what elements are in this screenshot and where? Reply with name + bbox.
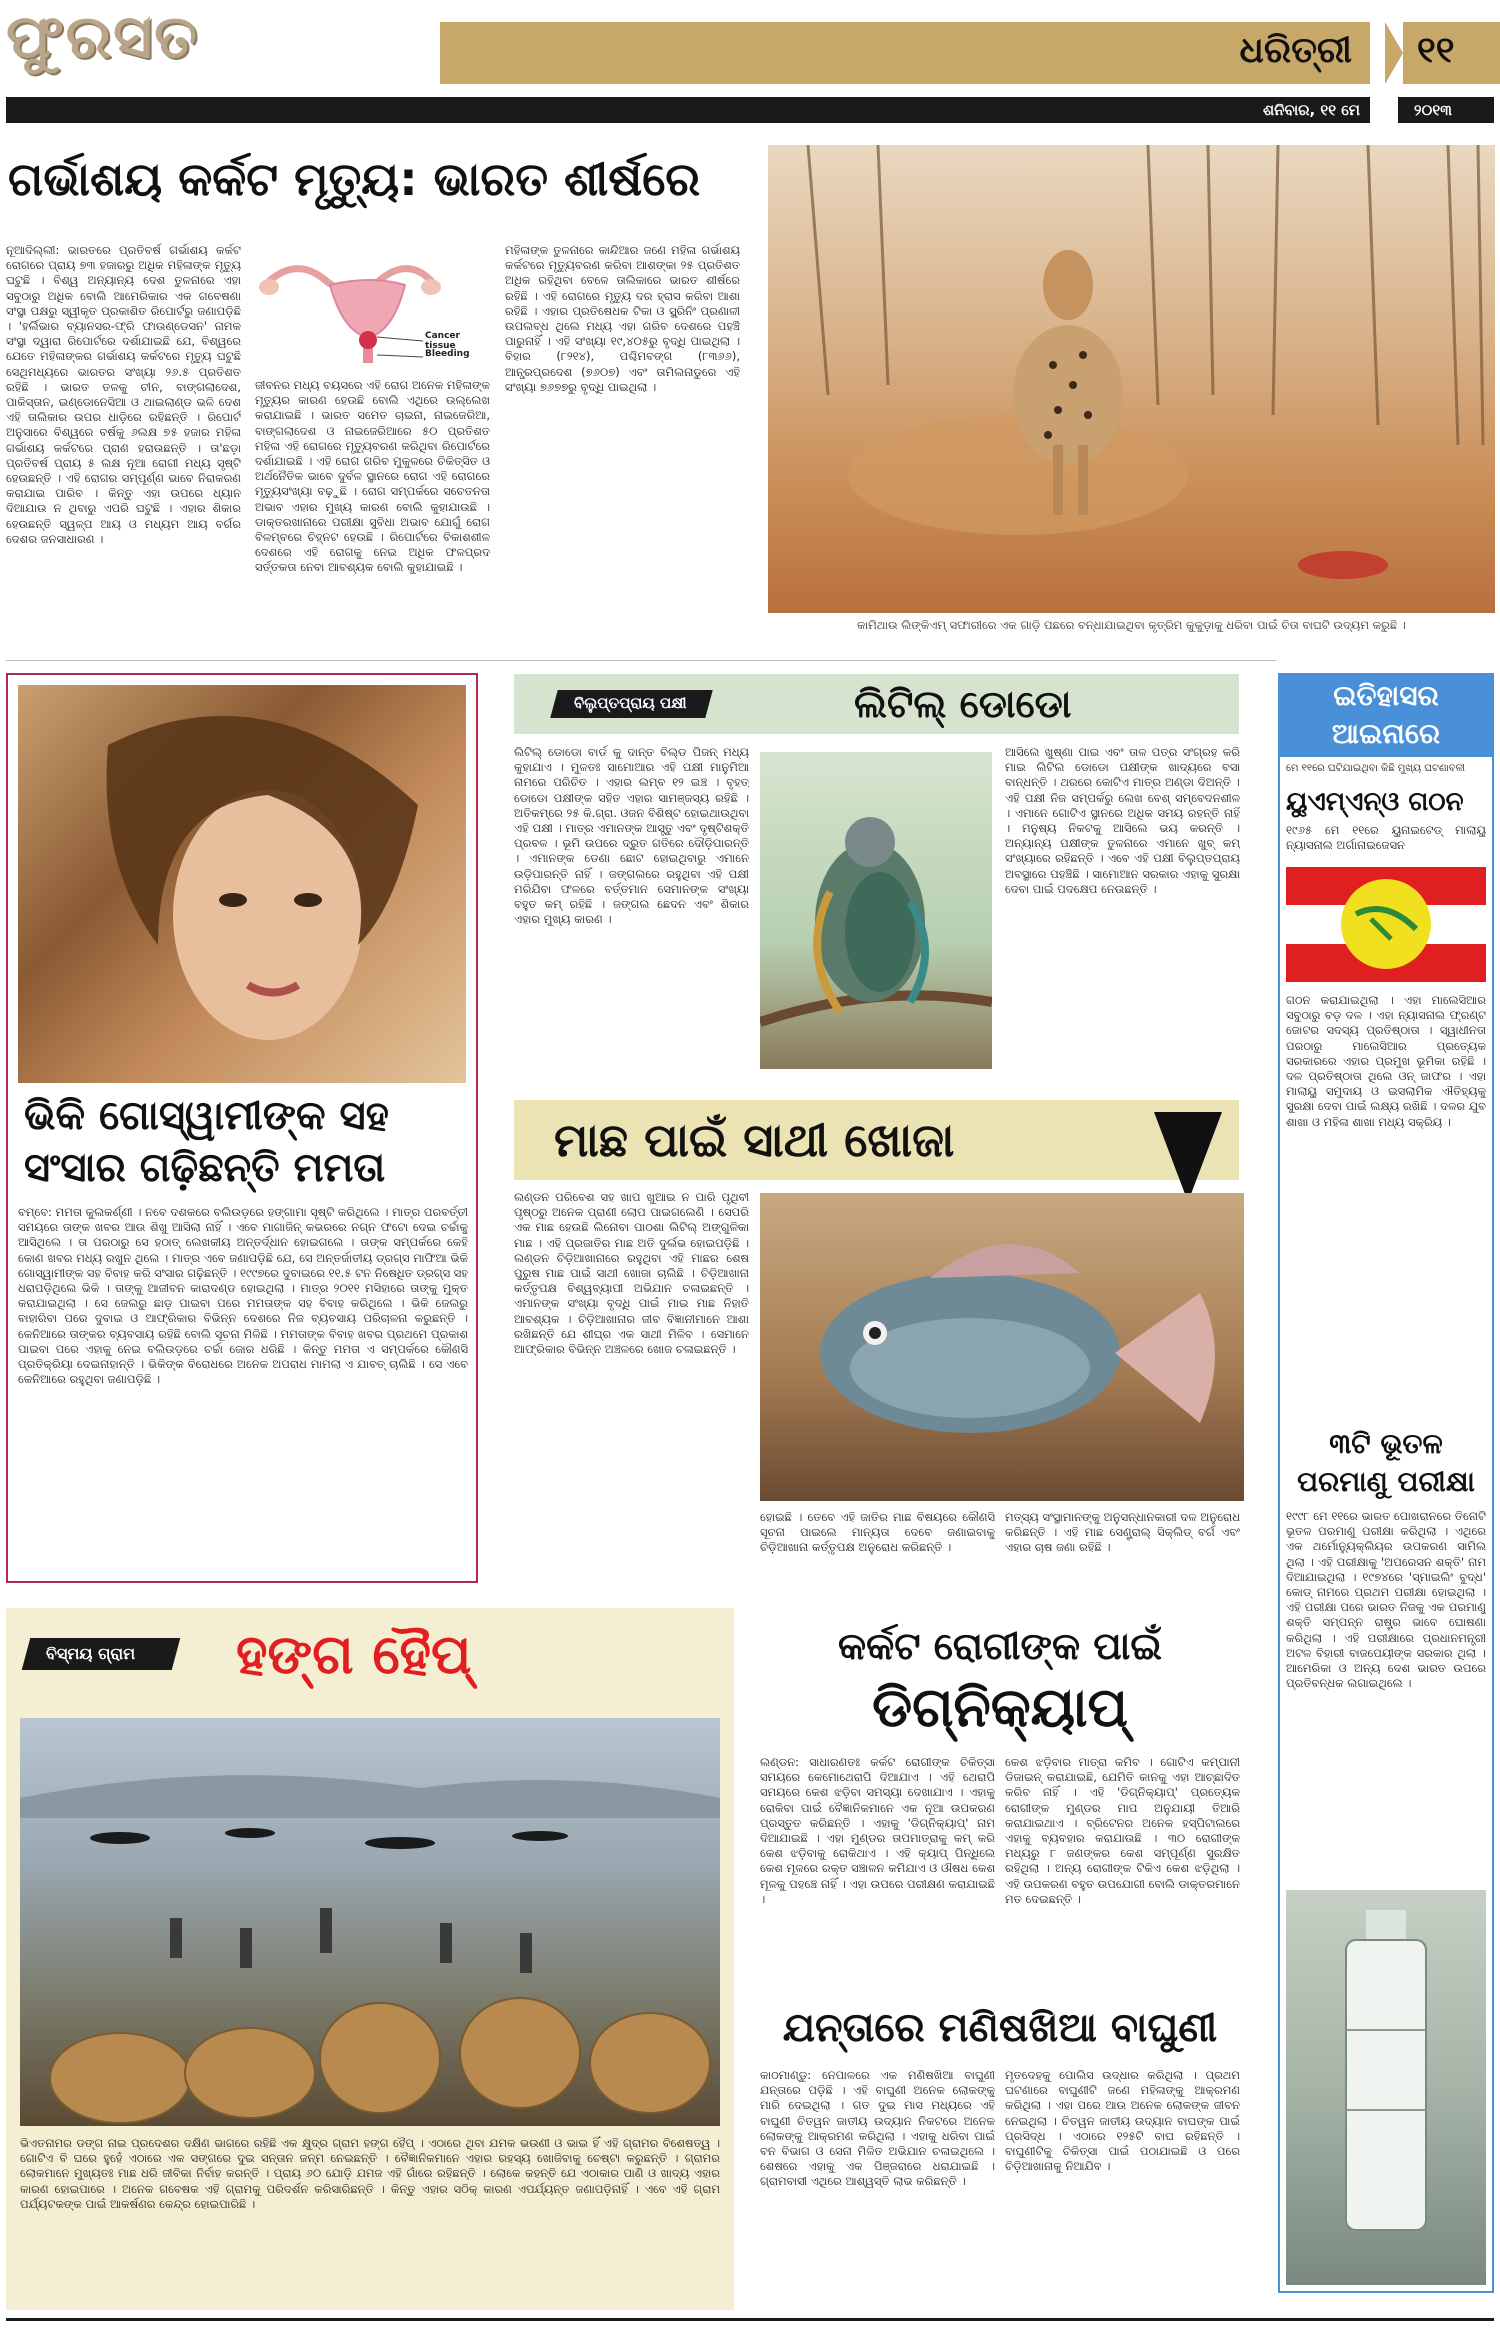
year-box bbox=[1398, 97, 1494, 123]
masthead bbox=[0, 0, 1500, 130]
beach-scene bbox=[20, 1718, 720, 2126]
page-number-arrow bbox=[1385, 22, 1403, 84]
date-text: ଶନିବାର, ୧୧ ମେ bbox=[1262, 101, 1360, 119]
fish-illustration bbox=[760, 1193, 1244, 1501]
sidebar-title-box bbox=[1280, 675, 1492, 757]
uterus-diagram bbox=[255, 245, 490, 370]
sidebar-headline-2b: ପରମାଣୁ ପରୀକ୍ଷା bbox=[1297, 1465, 1475, 1498]
page-number-box bbox=[1385, 22, 1500, 84]
nuclear-device bbox=[1286, 1890, 1486, 2285]
sidebar-title-2: ଆଇନାରେ bbox=[1331, 717, 1441, 750]
fish-col-3: ମତ୍ସ୍ୟ ସଂସ୍ଥାମାନଙ୍କୁ ଅନୁସନ୍ଧାନକାରୀ ଦଳ ଅନୁରୋଧ କରିଛନ୍ତି । ଏହି ମାଛ ସେଣ୍ଟ୍ରାଲ୍ ସିକ୍ଲିଡ୍ ବର୍ଗ ଏବଂ ଏହାର ଚାଷ ଜଣା ରହିଛି । bbox=[1005, 1510, 1240, 1555]
dignicap-headline-2: ଡିଗ୍ନିକ୍ୟାପ୍ bbox=[872, 1676, 1128, 1739]
portrait bbox=[18, 685, 466, 1083]
sidebar-intro-1: ୧୯୬୫ ମେ ୧୧ରେ ୟୁନାଇଟେଡ୍ ମାଲାୟୁ ନ୍ୟାସନାଲ ଅର୍ଗାନାଇଜେସନ bbox=[1286, 823, 1486, 853]
cancer-col-1: ନୂଆଦିଲ୍ଲୀ: ଭାରତରେ ପ୍ରତିବର୍ଷ ଗର୍ଭାଶୟ କର୍କଟ ରୋଗରେ ପ୍ରାୟ ୭୩ ହଜାରରୁ ଅଧିକ ମହିଳାଙ୍କ ମୃତ୍ୟୁ ଘଟୁଛି । ବିଶ୍ୱ ଅନ୍ୟାନ୍ୟ ଦେଶ ତୁଳନାରେ ଏହା ସବୁଠାରୁ ଅଧିକ ବୋଲି ଆମେରିକାର ଏକ ଗବେଷଣା ସଂସ୍ଥା ପକ୍ଷରୁ ସ୍ୱୀକୃତ ପ୍ରକାଶିତ ରିପୋର୍ଟରୁ ଜଣାପଡ଼ିଛି । 'ହର୍ଲିଭାର ବ୍ୟାନସର-ଫ୍ରି ଫାଉଣ୍ଡେସନ' ନାମକ ସଂସ୍ଥା ଦ୍ୱାରା ରିପୋର୍ଟରେ ଦର୍ଶାଯାଇଛି ଯେ, ବିଶ୍ୱରେ ଯେତେ ମହିଳାଙ୍କର ଗର୍ଭାଶୟ କର୍କଟରେ ମୃତ୍ୟୁ ଘଟୁଛି ସେଥିମଧ୍ୟରେ ଭାରତର ସଂଖ୍ୟା ୨୬.୫ ପ୍ରତିଶତ ରହିଛି । ଭାରତ ତଳକୁ ଚୀନ, ବାଙ୍ଗଲାଦେଶ, ପାକିସ୍ତାନ, ଇଣ୍ଡୋନେସିଆ ଓ ଥାଇଲାଣ୍ଡ ଭଳି ଦେଶ ଏହି ତାଲିକାର ଉପର ଧାଡ଼ିରେ ରହିଛନ୍ତି । ରିପୋର୍ଟ ଅନୁସାରେ ବିଶ୍ୱରେ ବର୍ଷକୁ ୬ଲକ୍ଷ ୭୫ ହଜାର ମହିଳା ଗର୍ଭାଶୟ କର୍କଟରେ ପ୍ରାଣ ହରାଉଛନ୍ତି । ତା'ଛଡ଼ା ପ୍ରତିବର୍ଷ ପ୍ରାୟ ୫ ଲକ୍ଷ ନୂଆ ରୋଗୀ ମଧ୍ୟ ସୃଷ୍ଟି ହେଉଛନ୍ତି । ଏହି ରୋଗର ସମ୍ପୂର୍ଣ୍ଣ ଭାବେ ନିରାକରଣ କରାଯାଇ ପାରିବ । କିନ୍ତୁ ଏହା ଉପରେ ଧ୍ୟାନ ଦିଆଯାଉ ନ ଥିବାରୁ ଏପରି ଘଟୁଛି । ଏହାର ଶିକାର ହେଉଛନ୍ତି ସ୍ୱଳ୍ପ ଆୟ ଓ ମଧ୍ୟମ ଆୟ ବର୍ଗର ଦେଶର ଜନସାଧାରଣ । bbox=[6, 243, 241, 546]
sidebar-body-1: ଗଠନ କରାଯାଇଥିଲା । ଏହା ମାଲେସିଆର ସବୁଠାରୁ ବଡ଼ ଦଳ । ଏହା ନ୍ୟାସନାଲ ଫ୍ରଣ୍ଟ ଜୋଟର ସଦସ୍ୟ ପ୍ରତିଷ୍ଠାତା । ସ୍ୱାଧୀନତା ପରଠାରୁ ମାଲେସିଆର ପ୍ରତ୍ୟେକ ସରକାରରେ ଏହାର ପ୍ରମୁଖ ଭୂମିକା ରହିଛି । ଦଳ ପ୍ରତିଷ୍ଠାତା ଥିଲେ ଓନ୍ ଜାଫର । ଏହା ମାଲାୟୁ ସମୁଦାୟ ଓ ଇସଲାମିକ ଐତିହ୍ୟକୁ ସୁରକ୍ଷା ଦେବା ପାଇଁ ଲକ୍ଷ୍ୟ ରଖିଛି । ଦଳର ଯୁବ ଶାଖା ଓ ମହିଳା ଶାଖା ମଧ୍ୟ ସକ୍ରିୟ । bbox=[1286, 993, 1486, 1129]
cheetah-scene bbox=[768, 145, 1495, 613]
mamta-photo bbox=[18, 685, 466, 1083]
section-divider bbox=[6, 660, 1276, 661]
fish-header-triangle bbox=[1154, 1112, 1222, 1202]
tigress-headline: ଯନ୍ତାରେ ମଣିଷଖିଆ ବାଘୁଣୀ bbox=[782, 2005, 1218, 2051]
history-sidebar bbox=[1278, 673, 1494, 2293]
dodo-header bbox=[514, 674, 1239, 734]
bird-illustration bbox=[760, 752, 992, 1069]
diagram-label-cancer-tissue: Cancer tissue bbox=[425, 331, 460, 351]
cancer-col-3: ମହିଳାଙ୍କ ତୁଳନାରେ କାନ୍ଦିଆର ଜଣେ ମହିଳା ଗର୍ଭାଶୟ କର୍କଟରେ ମୃତ୍ୟୁବରଣ କରିବା ଆଶଙ୍କା ୨୫ ପ୍ରତିଶତ ଅଧିକ ରହିଥିବା ବେଳେ ତାଲିକାରେ ଭାରତ ଶୀର୍ଷରେ ରହିଛି । ଏହି ରୋଗରେ ମୃତ୍ୟୁ ଦର ହ୍ରାସ କରିବା ଆଶା ରହିଛି । ଏହାର ପ୍ରତିଷେଧକ ଟିକା ଓ ସ୍କ୍ରିନିଂ ପ୍ରଣାଳୀ ଉପଲବ୍ଧ ଥିଲେ ମଧ୍ୟ ଏହା ଗରିବ ଦେଶରେ ପହଞ୍ଚି ପାରୁନାହିଁ । ଏହି ସଂଖ୍ୟା ୧୯,୪୦୫ରୁ ବୃଦ୍ଧି ପାଇଥିଲା । ବିହାର (୮୨୧୪), ପଶ୍ଚିମବଙ୍ଗ (୮୩୬୬), ଆନ୍ଧ୍ରପ୍ରଦେଶ (୭୬୦୭) ଏବଂ ତାମିଲନାଡୁରେ ଏହି ସଂଖ୍ୟା ୭୬୭୭ରୁ ବୃଦ୍ଧି ପାଇଥିଲା । bbox=[505, 243, 740, 394]
dignicap-col-2: କେଶ ଝଡ଼ିବାର ମାତ୍ରା କମିବ । ଗୋଟିଏ କମ୍ପାନୀ ଡିଜାଇନ୍ କରାଯାଇଛି, ଯେମିତି କାନକୁ ଏହା ଆଚ୍ଛାଦିତ କରିବ ନାହିଁ । ଏହି 'ଡିଗ୍ନିକ୍ୟାପ୍' ପ୍ରତ୍ୟେକ ରୋଗୀଙ୍କ ମୁଣ୍ଡର ମାପ ଅନୁଯାୟୀ ତିଆରି କରାଯାଇଥାଏ । ବ୍ରିଟେନର ଅନେକ ହସ୍ପିଟାଲରେ ଏହାକୁ ବ୍ୟବହାର କରାଯାଉଛି । ୩୦ ରୋଗୀଙ୍କ ମଧ୍ୟରୁ ୮ ଜଣଙ୍କର କେଶ ସମ୍ପୂର୍ଣ୍ଣ ସୁରକ୍ଷିତ ରହିଥିଲା । ଅନ୍ୟ ରୋଗୀଙ୍କ ଟିକିଏ କେଶ ଝଡ଼ିଥିଲା । ଏହି ଉପକରଣ ବହୁତ ଉପଯୋଗୀ ବୋଲି ଡାକ୍ତରମାନେ ମତ ଦେଇଛନ୍ତି । bbox=[1005, 1755, 1240, 1906]
fish-col-2: ହୋଇଛି । ତେବେ ଏହି ଜାତିର ମାଛ ବିଷୟରେ କୌଣସି ସୂଚନା ପାଇଲେ ମାନ୍ୟତା ଦେବେ ଜଣାଇବାକୁ ଚିଡ଼ିଆଖାନା କର୍ତ୍ତୃପକ୍ଷ ଅନୁରୋଧ କରିଛନ୍ତି । bbox=[760, 1510, 995, 1555]
section-banner bbox=[440, 22, 1370, 84]
sidebar-headline-2a: ୩ଟି ଭୂତଳ bbox=[1329, 1427, 1443, 1460]
village-headline: ହଙ୍ଗ ହୈପ୍ bbox=[236, 1623, 472, 1686]
nuclear-photo bbox=[1286, 1890, 1486, 2285]
dodo-col-1: ଲିଟିଲ୍ ଡୋଡୋ ବାର୍ଡ କୁ ଦାନ୍ତ ବିଲ୍ଡ ପିଜନ୍ ମଧ୍ୟ କୁହାଯାଏ । ମୁଳତଃ ସାମୋଆର ଏହି ପକ୍ଷୀ ମାନୁମିଆ ନାମରେ ପରିଚିତ । ଏହାର ଲମ୍ବ ୧୨ ଇଞ୍ଚ । ବୃହତ୍ ଡୋଡୋ ପକ୍ଷୀଙ୍କ ସହିତ ଏହାର ସାମଞ୍ଜସ୍ୟ ରହିଛି । ଅତିକମ୍‌ରେ ୨୫ କି.ଗ୍ରା. ଓଜନ ବିଶିଷ୍ଟ ହୋଇଥାଉଥିବା ଏହି ପକ୍ଷୀ । ମାତ୍ର ଏମାନଙ୍କ ଆସ୍ତ୍ତୁ ଏବଂ ଦୃଷ୍ଟିଶକ୍ତି ପ୍ରବଳ । ଭୂମି ଉପରେ ଦ୍ରୁତ ଗତିରେ ଦୌଡ଼ିପାରନ୍ତି । ଏମାନଙ୍କ ଡେଣା ଛୋଟ ହୋଇଥିବାରୁ ଏମାନେ ଉଡ଼ିପାରନ୍ତି ନାହିଁ । ଜଙ୍ଗଲରେ ରହୁଥିବା ଏହି ପକ୍ଷୀ ମରିଯିବା ଫଳରେ ବର୍ତ୍ତମାନ ସେମାନଙ୍କ ସଂଖ୍ୟା ବହୁତ କମ୍ ରହିଛି । ଜଙ୍ଗଲ ଛେଦନ ଏବଂ ଶିକାର ଏହାର ମୁଖ୍ୟ କାରଣ । bbox=[514, 745, 749, 927]
village-photo bbox=[20, 1718, 720, 2126]
fish-col-1: ଲଣ୍ଡନ ପରିବେଶ ସହ ଖାପ ଖୁଆଇ ନ ପାରି ପୃଥିବୀ ପୃଷ୍ଠରୁ ଅନେକ ପ୍ରାଣୀ ଲୋପ ପାଇଗଲେଣି । ସେପରି ଏକ ମାଛ ହେଉଛି ଲିନୋବା ପାଠଶା ଲିଟିଲ୍ ଅଙ୍ଗୁଳିକା ମାଛ । ଏହି ପ୍ରଜାତିର ମାଛ ଅତି ଦୁର୍ଲଭ ହୋଇପଡ଼ିଛି । ଲଣ୍ଡନ ଚିଡ଼ିଆଖାନାରେ ରହୁଥିବା ଏହି ମାଛର ଶେଷ ପୁରୁଷ ମାଛ ପାଇଁ ସାଥୀ ଖୋଜା ଚାଲିଛି । ଚିଡ଼ିଆଖାନା କର୍ତ୍ତୃପକ୍ଷ ବିଶ୍ୱବ୍ୟାପୀ ଅଭିଯାନ ଚଳାଇଛନ୍ତି । ଏମାନଙ୍କ ସଂଖ୍ୟା ବୃଦ୍ଧି ପାଇଁ ମାଇ ମାଛ ନିହାତି ଆବଶ୍ୟକ । ଚିଡ଼ିଆଖାନାର ଜୀବ ବିଜ୍ଞାନୀମାନେ ଆଶା ରଖିଛନ୍ତି ଯେ ଶୀଘ୍ର ଏକ ସାଥୀ ମିଳିବ । ସେମାନେ ଆଫ୍ରିକାର ବିଭିନ୍ନ ଅଞ୍ଚଳରେ ଖୋଜ ଚଳାଇଛନ୍ତି । bbox=[514, 1190, 749, 1357]
mamta-box bbox=[6, 673, 478, 1583]
kris-icon bbox=[1341, 879, 1431, 969]
fish-photo bbox=[760, 1193, 1244, 1501]
cancer-col-2: ଜୀବନର ମଧ୍ୟ ବୟସରେ ଏହି ରୋଗ ଅନେକ ମହିଳାଙ୍କ ମୃତ୍ୟୁର କାରଣ ହେଉଛି ବୋଲି ଏଥିରେ ଉଲ୍ଲେଖ କରାଯାଇଛି । ଭାରତ ସମେତ ଚାଇନା, ନାଇଜେରିଆ, ବାଙ୍ଗଲାଦେଶ ଓ ନାଇଜେରିଆରେ ୫୦ ପ୍ରତିଶତ ମହିଳା ଏହି ରୋଗରେ ମୃତ୍ୟୁବରଣ କରିଥିବା ରିପୋର୍ଟରେ ଦର୍ଶାଯାଇଛି । ଏହି ରୋଗ ଗରିବ ମୁକୁଳରେ ଚିକିତ୍ସିତ ଓ ଅର୍ଥନୈତିକ ଭାବେ ଦୁର୍ବଳ ସ୍ଥାନରେ ରୋଗ ଏହି ରୋଗରେ ମୃତ୍ୟୁସଂଖ୍ୟା ବଢ଼ୁଛି । ରୋଗ ସମ୍ପର୍କରେ ସଚେତନତା ଅଭାବ ଏହାର ମୁଖ୍ୟ କାରଣ ବୋଲି କୁହାଯାଉଛି । ଡାକ୍ତରଖାନାରେ ପରୀକ୍ଷା ସୁବିଧା ଅଭାବ ଯୋଗୁଁ ରୋଗ ବିଳମ୍ବରେ ଚିହ୍ନଟ ହେଉଛି । ରିପୋର୍ଟରେ ବିକାଶଶୀଳ ଦେଶରେ ଏହି ରୋଗକୁ ନେଇ ଅଧିକ ଫଳପ୍ରଦ ସର୍ତ୍ତକତା ନେବା ଆବଶ୍ୟକ ବୋଲି କୁହାଯାଇଛି । bbox=[255, 378, 490, 575]
tigress-col-2: ମୃତଦେହକୁ ପୋଲିସ ଉଦ୍ଧାର କରିଥିଲା । ପ୍ରଥମ ଘଟଣାରେ ବାଘୁଣୀଟି ଜଣେ ମହିଳାଙ୍କୁ ଆକ୍ରମଣ କରିଥିଲା । ଏହା ପରେ ଆଉ ଅନେକ ଲୋକଙ୍କ ଜୀବନ ନେଇଥିଲା । ଚିତୱନ ଜାତୀୟ ଉଦ୍ୟାନ ବାଘଙ୍କ ପାଇଁ ପ୍ରସିଦ୍ଧ । ଏଠାରେ ୧୨୫ଟି ବାଘ ରହିଛନ୍ତି । ବାଘୁଣୀଟିକୁ ଚିକିତ୍ସା ପାଇଁ ପଠାଯାଇଛି ଓ ପରେ ଚିଡ଼ିଆଖାନାକୁ ନିଆଯିବ । bbox=[1005, 2068, 1240, 2174]
dodo-headline: ଲିଟିଲ୍ ଡୋଡୋ bbox=[854, 682, 1072, 726]
village-kicker: ବିସ୍ମୟ ଗ୍ରାମ bbox=[46, 1644, 136, 1663]
umno-flag bbox=[1286, 867, 1486, 982]
dignicap-headline-1: କର୍କଟ ରୋଗୀଙ୍କ ପାଇଁ bbox=[838, 1624, 1162, 1668]
sidebar-headline-1: ୟୁଏମ୍ଏନ୍ଓ ଗଠନ bbox=[1286, 787, 1464, 817]
village-body: ଭିଏତନାମର ଡଙ୍ଗ ନାଇ ପ୍ରଦେଶର ଦକ୍ଷିଣ ଭାଗରେ ରହିଛି ଏକ କ୍ଷୁଦ୍ର ଗ୍ରାମ ହଙ୍ଗ ହୈପ୍ । ଏଠାରେ ଥିବା ଯମକ ଭଉଣୀ ଓ ଭାଇ ହିଁ ଏହି ଗ୍ରାମର ବିଶେଷତ୍ୱ । ଗୋଟିଏ ବି ଘରେ ହୁହେଁ ଏଠାରେ ଏକ ସଙ୍ଗରେ ଦୁଇ ସନ୍ତାନ ଜନ୍ମ ନେଇଛନ୍ତି । ବୈଜ୍ଞାନିକମାନେ ଏହାର ରହସ୍ୟ ଖୋଜିବାକୁ ଚେଷ୍ଟା କରୁଛନ୍ତି । ଗ୍ରାମର ଲୋକମାନେ ମୁଖ୍ୟତଃ ମାଛ ଧରି ଜୀବିକା ନିର୍ବାହ କରନ୍ତି । ପ୍ରାୟ ୬୦ ଯୋଡ଼ି ଯମଜ ଏହି ଗାଁରେ ରହିଛନ୍ତି । ଲୋକେ କହନ୍ତି ଯେ ଏଠାକାର ପାଣି ଓ ଖାଦ୍ୟ ଏହାର କାରଣ ହୋଇପାରେ । ଅନେକ ଗବେଷକ ଏହି ଗ୍ରାମକୁ ପରିଦର୍ଶନ କରିସାରିଛନ୍ତି । କିନ୍ତୁ ଏହାର ସଠିକ୍ କାରଣ ଏପର୍ଯ୍ୟନ୍ତ ଜଣାପଡ଼ିନାହିଁ । ଏବେ ଏହି ଗ୍ରାମ ପର୍ଯ୍ୟଟକଙ୍କ ପାଇଁ ଆକର୍ଷଣର କେନ୍ଦ୍ର ହୋଇପାରିଛି । bbox=[20, 2136, 720, 2211]
sidebar-title-1: ଇତିହାସର bbox=[1333, 679, 1439, 712]
footer-rule bbox=[6, 2318, 1494, 2321]
cheetah-photo bbox=[768, 145, 1495, 613]
mamta-headline-2: ସଂସାର ଗଢ଼ିଛନ୍ତି ମମତା bbox=[24, 1145, 386, 1191]
village-box bbox=[6, 1608, 734, 2310]
mamta-body: ବମ୍ବେ: ମମତା କୁଲକର୍ଣ୍ଣୀ । ନବେ ଦଶକରେ ବଲିଉଡ଼ରେ ହଙ୍ଗାମା ସୃଷ୍ଟି କରିଥିଲେ । ମାତ୍ର ପରବର୍ତ୍ତୀ ସମୟରେ ତାଙ୍କ ଖବର ଆଉ ଶିଖୁ ଆସିଲା ନାହିଁ । ଏବେ ମାଗାଜିନ୍ କଭରରେ ନଗ୍ନ ଫଟୋ ଦେଇ ଚର୍ଚ୍ଚାକୁ ଆସିଥିଲେ । ତା ପରଠାରୁ ସେ ହଠାତ୍ ଲେଖକୀୟ ଅନ୍ତର୍ଦ୍ଧାନ ହୋଇଗଲେ । ତାଙ୍କ ସମ୍ପର୍କରେ କେହି କୋଣ ଖବର ମଧ୍ୟ ରଖୁନ ଥିଲେ । ମାତ୍ର ଏବେ ଜଣାପଡ଼ିଛି ଯେ, ସେ ଅନ୍ତର୍ଜାତୀୟ ଡ୍ରଗ୍ସ ମାଫିଆ ଭିକି ଗୋସ୍ୱାମୀଙ୍କ ସହ ବିବାହ କରି ସଂସାର ଗଢ଼ିଛନ୍ତି । ୧୯୯୭ରେ ଦୁବାଇରେ ୧୧.୫ ଟନ ନିଷେଧିତ ଡ୍ରଗ୍ସ ସହ ଧରାପଡ଼ିଥିଲେ ଭିକି । ତାଙ୍କୁ ଆଜୀବନ କାରାଦଣ୍ଡ ହୋଇଥିଲା । ମାତ୍ର ୨୦୧୧ ମସିହାରେ ତାଙ୍କୁ ମୁକ୍ତ କରାଯାଇଥିଲା । ସେ ଜେଲରୁ ଛାଡ଼ ପାଇବା ପରେ ମମତାଙ୍କ ସହ ବିବାହ କରିଥିଲେ । ଭିକି ଜେଲରୁ ବାହାରିବା ପରେ ଦୁବାଇ ଓ ଆଫ୍ରିକାର ବିଭିନ୍ନ ଦେଶରେ ନିଜ ବ୍ୟବସାୟ ପରିଚାଳନା କରୁଛନ୍ତି । କେନିଆରେ ତାଙ୍କର ବ୍ୟବସାୟ ରହିଛି ବୋଲି ସୂଚନା ମିଳିଛି । ମମତାଙ୍କ ବିବାହ ଖବର ପ୍ରଥମେ ପ୍ରକାଶ ପାଇବା ପରେ ଏହାକୁ ନେଇ ବଲିଉଡ଼ରେ ଚର୍ଚ୍ଚା ଜୋର ଧରିଛି । କିନ୍ତୁ ମମତା ଏ ସମ୍ପର୍କରେ କୌଣସି ପ୍ରତିକ୍ରିୟା ଦେଇନାହାନ୍ତି । ଭିକିଙ୍କ ବିରୋଧରେ ଅନେକ ଅପରାଧ ମାମଲା ଏ ଯାବତ୍ ଚାଲିଛି । ସେ ଏବେ କେନିଆରେ ରହୁଥିବା ଜଣାପଡ଼ିଛି । bbox=[18, 1205, 468, 1387]
mamta-headline-1: ଭିକି ଗୋସ୍ୱାମୀଙ୍କ ସହ bbox=[24, 1093, 389, 1139]
date-bar bbox=[6, 97, 1370, 123]
page-number: ୧୧ bbox=[1417, 30, 1455, 71]
year-text: ୨୦୧୩ bbox=[1414, 101, 1452, 119]
diagram-label-bleeding: Bleeding bbox=[425, 349, 470, 359]
tigress-col-1: କାଠମାଣ୍ଡୁ: ନେପାଳରେ ଏକ ମଣିଷଖିଆ ବାଘୁଣୀ ଯନ୍ତାରେ ପଡ଼ିଛି । ଏହି ବାଘୁଣୀ ଅନେକ ଲୋକଙ୍କୁ ମାରି ଦେଇଥିଲା । ଗତ ଦୁଇ ମାସ ମଧ୍ୟରେ ଏହି ବାଘୁଣୀ ଚିତୱନ ଜାତୀୟ ଉଦ୍ୟାନ ନିକଟରେ ଅନେକ ଲୋକଙ୍କୁ ଆକ୍ରମଣ କରିଥିଲା । ଏହାକୁ ଧରିବା ପାଇଁ ବନ ବିଭାଗ ଓ ସେନା ମିଳିତ ଅଭିଯାନ ଚଳାଇଥିଲେ । ଶେଷରେ ଏହାକୁ ଏକ ପିଞ୍ଜରାରେ ଧରାଯାଇଛି । ଗ୍ରାମବାସୀ ଏଥିରେ ଆଶ୍ୱସ୍ତି ଲାଭ କରିଛନ୍ତି । bbox=[760, 2068, 995, 2189]
cheetah-caption: କାମିଥାଉ ଲିଙ୍କିଏମ୍ ସଫାରୀରେ ଏକ ଗାଡ଼ି ପଛରେ ବନ୍ଧାଯାଇଥିବା କୃତ୍ରିମ କୁକୁଡ଼ାକୁ ଧରିବା ପାଇଁ ଚିତା ବାଘଟି ଉଦ୍ୟମ କରୁଛି । bbox=[857, 618, 1406, 632]
fish-header bbox=[514, 1100, 1239, 1180]
dodo-kicker: ବିଲୁପ୍ତପ୍ରାୟ ପକ୍ଷୀ bbox=[574, 694, 687, 712]
cancer-headline: ଗର୍ଭାଶୟ କର୍କଟ ମୃତ୍ୟୁ: ଭାରତ ଶୀର୍ଷରେ bbox=[8, 152, 701, 206]
sidebar-body-2: ୧୯୯୮ ମେ ୧୧ରେ ଭାରତ ପୋଖରାନରେ ତିନୋଟି ଭୂତଳ ପରମାଣୁ ପରୀକ୍ଷା କରିଥିଲା । ଏଥିରେ ଏକ ଥର୍ମୋନ୍ୟୁକ୍ଲିୟର ଉପକରଣ ସାମିଲ ଥିଲା । ଏହି ପରୀକ୍ଷାକୁ 'ଅପରେସନ ଶକ୍ତି' ନାମ ଦିଆଯାଇଥିଲା । ୧୯୭୪ରେ 'ସ୍ମାଇଲିଂ ବୁଦ୍ଧ' କୋଡ୍ ନାମରେ ପ୍ରଥମ ପରୀକ୍ଷା ହୋଇଥିଲା । ଏହି ପରୀକ୍ଷା ପରେ ଭାରତ ନିଜକୁ ଏକ ପରମାଣୁ ଶକ୍ତି ସମ୍ପନ୍ନ ରାଷ୍ଟ୍ର ଭାବେ ଘୋଷଣା କରିଥିଲା । ଏହି ପରୀକ୍ଷାରେ ପ୍ରଧାନମନ୍ତ୍ରୀ ଅଟଳ ବିହାରୀ ବାଜପେୟୀଙ୍କ ସରକାର ଥିଲା । ଆମେରିକା ଓ ଅନ୍ୟ ଦେଶ ଭାରତ ଉପରେ ପ୍ରତିବନ୍ଧକ ଲଗାଇଥିଲେ । bbox=[1286, 1509, 1486, 1691]
dodo-photo bbox=[760, 752, 992, 1069]
dodo-col-2: ଆସିଲେ ଖୁଷ୍ଣା ପାଇ ଏବଂ ତାଳ ପତ୍ର ସଂଗ୍ରହ କରି ମାଇ ଲିଟିଲ ଡୋଡୋ ପକ୍ଷୀଙ୍କ ଖାଦ୍ୟରେ ବସା ବାନ୍ଧନ୍ତି । ଥରରେ କୋଟିଏ ମାତ୍ର ଅଣ୍ଡା ଦିଅନ୍ତି । ଏହି ପକ୍ଷୀ ନିଜ ସମ୍ପର୍କରୁ ଲେଖ ବେଶ୍ ସମ୍ବେଦନଶୀଳ । ଏମାନେ ଗୋଟିଏ ସ୍ଥାନରେ ଅଧିକ ସମୟ ରହନ୍ତି ନାହିଁ । ମନୁଷ୍ୟ ନିକଟକୁ ଆସିଲେ ଭୟ କରନ୍ତି । ଅନ୍ୟାନ୍ୟ ପକ୍ଷୀଙ୍କ ତୁଳନାରେ ଏମାନେ ଖୁବ୍ କମ୍ ସଂଖ୍ୟାରେ ରହିଛନ୍ତି । ଏବେ ଏହି ପକ୍ଷୀ ବିଲୁପ୍ତପ୍ରାୟ ଅବସ୍ଥାରେ ପହଞ୍ଚିଛି । ସାମୋଆନ ସରକାର ଏହାକୁ ସୁରକ୍ଷା ଦେବା ପାଇଁ ପଦକ୍ଷେପ ନେଉଛନ୍ତି । bbox=[1005, 745, 1240, 896]
section-title: ଧରିତ୍ରୀ bbox=[1239, 30, 1352, 71]
fish-headline: ମାଛ ପାଇଁ ସାଥୀ ଖୋଜା bbox=[554, 1113, 955, 1167]
sidebar-subtitle: ମେ ୧୧ରେ ଘଟିଯାଇଥିବା କିଛି ମୁଖ୍ୟ ଘଟଣାବଳୀ bbox=[1286, 763, 1466, 774]
masthead-logo: ଫୁରସତ bbox=[6, 2, 199, 72]
dignicap-col-1: ଲଣ୍ଡନ: ସାଧାରଣତଃ କର୍କଟ ରୋଗୀଙ୍କ ଚିକିତ୍ସା ସମୟରେ କେମୋଥେରାପି ଦିଆଯାଏ । ଏହି ଥେରାପି ସମୟରେ କେଶ ଝଡ଼ିବା ସମସ୍ୟା ଦେଖାଯାଏ । ଏହାକୁ ରୋକିବା ପାଇଁ ବୈଜ୍ଞାନିକମାନେ ଏକ ନୂଆ ଉପକରଣ ପ୍ରସ୍ତୁତ କରିଛନ୍ତି । ଏହାକୁ 'ଡିଗ୍ନିକ୍ୟାପ୍' ନାମ ଦିଆଯାଇଛି । ଏହା ମୁଣ୍ଡର ତାପମାତ୍ରାକୁ କମ୍ କରି କେଶ ଝଡ଼ିବାକୁ ରୋକିଥାଏ । ଏହି କ୍ୟାପ୍ ପିନ୍ଧିଲେ କେଶ ମୂଳରେ ରକ୍ତ ସଞ୍ଚାଳନ କମିଯାଏ ଓ ଔଷଧ କେଶ ମୂଳକୁ ପହଞ୍ଚେ ନାହିଁ । ଏହା ଉପରେ ପରୀକ୍ଷଣ କରାଯାଇଛି । bbox=[760, 1755, 995, 1906]
